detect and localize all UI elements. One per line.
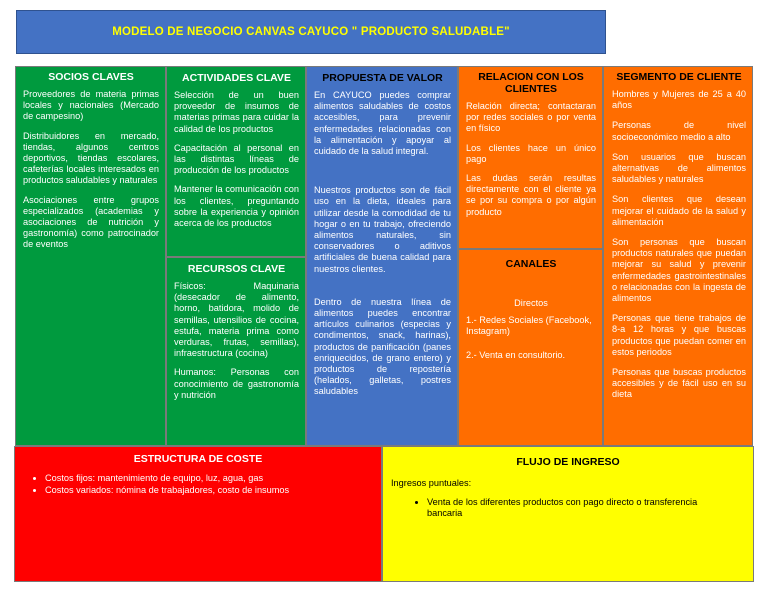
socios-paragraph: Distribuidores en mercado, tiendas, algunos centros deportivos, tiendas escolares, cafeterías locales interesados en productos saludables y naturales (23, 130, 159, 186)
socios-claves-heading: SOCIOS CLAVES (48, 71, 134, 83)
segmento-cliente-block (603, 66, 753, 446)
segmento-paragraph: Personas que tiene trabajos de 8-a 12 horas y que buscas productos que puedan comer en estos periodos (612, 313, 746, 357)
canales-item: 1.- Redes Sociales (Facebook, Instagram) (466, 315, 592, 337)
canales-subheading: Directos (514, 298, 548, 308)
actividades-clave-heading: ACTIVIDADES CLAVE (182, 72, 291, 84)
segmento-paragraph: Hombres y Mujeres de 25 a 40 años (612, 89, 746, 111)
canales-item: 2.- Venta en consultorio. (466, 349, 566, 360)
recursos-paragraph: Físicos: Maquinaria (desecador de alimento, horno, batidora, molido de semillas, utensilios de cocina, estufa, materia prima como verduras, frutas, semillas), infraestructura (cocina) (174, 281, 299, 359)
propuesta-paragraph: Dentro de nuestra línea de alimentos puedes encontrar artículos culinarios (especias y condimentos, snack, harinas), productos de panificación (panes enriquecidos, de grano entero) y productos de repostería (helados, galletas, postres saludables (314, 296, 451, 397)
relacion-paragraph: Los clientes hace un único pago (466, 142, 596, 164)
costes-list (21, 473, 375, 496)
socios-paragraph: Asociaciones entre grupos especializados (academias y asociaciones de nutrición y gastronomía) como patrocinador de eventos (23, 194, 159, 250)
propuesta-paragraph: En CAYUCO puedes comprar alimentos saludables de costos accesibles, para prevenir enfermedades relacionadas con la alimentación y apoyar al cuidado de la salud integral. (314, 90, 451, 157)
actividades-clave-block (166, 66, 306, 257)
canvas-title-bar (16, 10, 606, 54)
flujo-ingreso-heading: FLUJO DE INGRESO (516, 456, 620, 468)
canales-heading: CANALES (505, 258, 557, 270)
segmento-paragraph: Personas de nivel socioeconómico medio a alto (612, 120, 746, 142)
propuesta-paragraph: Nuestros productos son de fácil uso en la dieta, ideales para utilizar desde la comodidad de tu hogar o en tu trabajo, ofreciendo alimentos naturales, sin conservadores o aditivos artificiales de buena calidad para nuestros clientes. (314, 185, 451, 274)
actividades-paragraph: Mantener la comunicación con los clientes, preguntando sobre la experiencia y opinión acerca de los productos (174, 184, 299, 229)
propuesta-valor-block (306, 66, 458, 446)
canales-block (458, 249, 603, 446)
relacion-paragraph: Las dudas serán resultas directamente con el cliente ya se por su compra o por algún producto (466, 173, 596, 217)
estructura-coste-heading: ESTRUCTURA DE COSTE (133, 453, 263, 465)
relacion-clientes-block (458, 66, 603, 249)
segmento-paragraph: Personas que buscas productos accesibles y de fácil uso en su dieta (612, 367, 746, 400)
recursos-clave-heading: RECURSOS CLAVE (187, 263, 286, 275)
flujo-ingreso-block (382, 446, 754, 582)
relacion-paragraph: Relación directa; contactaran por redes sociales o por venta en físico (466, 101, 596, 134)
actividades-paragraph: Selección de un buen proveedor de insumos de materias primas para cuidar la calidad de los productos (174, 90, 299, 134)
recursos-clave-block (166, 257, 306, 446)
list-item: • Costos variados: nómina de trabajadores, costo de insumos (45, 485, 375, 496)
ingresos-list (391, 497, 745, 519)
estructura-coste-block (14, 446, 382, 582)
page-title: MODELO DE NEGOCIO CANVAS CAYUCO " PRODUCTO SALUDABLE" (112, 26, 510, 38)
recursos-paragraph: Humanos: Personas con conocimiento de gastronomía y nutrición (174, 367, 299, 400)
socios-claves-block (15, 66, 166, 446)
list-item: • Costos fijos: mantenimiento de equipo, luz, agua, gas (45, 473, 375, 484)
propuesta-valor-heading: PROPUESTA DE VALOR (322, 72, 443, 84)
relacion-clientes-heading: RELACION CON LOS CLIENTES (478, 71, 584, 95)
segmento-cliente-heading: SEGMENTO DE CLIENTE (616, 71, 742, 83)
actividades-paragraph: Capacitación al personal en las distintas líneas de producción de los productos (174, 142, 299, 176)
segmento-paragraph: Son clientes que desean mejorar el cuidado de la salud y alimentación (612, 194, 746, 227)
segmento-paragraph: Son personas que buscan productos naturales que puedan mejorar su salud y prevenir enfermedades gastrointestinales o relacionadas con la ingesta de alimentos (612, 237, 746, 304)
ingresos-intro: Ingresos puntuales: (391, 478, 472, 488)
segmento-paragraph: Son usuarios que buscan alternativas de alimentos saludables y naturales (612, 151, 746, 185)
list-item: • Venta de los diferentes productos con pago directo o transferencia bancaria (427, 497, 705, 519)
socios-paragraph: Proveedores de materia primas locales y nacionales (Mercado de campesino) (23, 89, 159, 122)
